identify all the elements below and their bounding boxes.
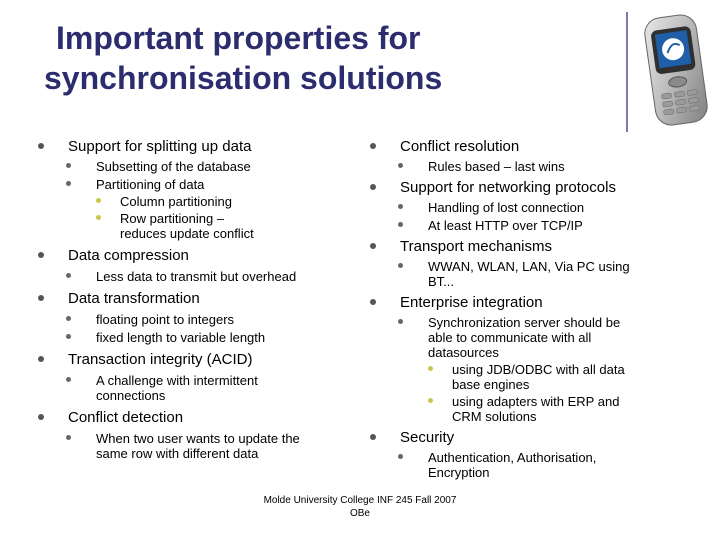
wwan-line2: BT...: [428, 274, 455, 289]
two-users-line1: When two user wants to update the: [96, 431, 300, 446]
sync-server-line3: datasources: [428, 345, 499, 360]
sync-server-line2: able to communicate with all: [428, 330, 592, 345]
erp-line2: CRM solutions: [452, 409, 537, 424]
bullet-conflict-detection: Conflict detection: [38, 409, 358, 427]
bullet-networking-protocols: Support for networking protocols: [370, 179, 690, 197]
footer-line-1: Molde University College INF 245 Fall 2007: [263, 495, 457, 506]
bullet-transaction-integrity: Transaction integrity (ACID): [38, 351, 358, 369]
bullet-conflict-resolution: Conflict resolution: [370, 138, 690, 156]
title-line-1: Important properties for: [56, 20, 421, 56]
two-users-line2: same row with different data: [96, 446, 259, 461]
intermittent-line1: A challenge with intermittent: [96, 373, 258, 388]
slide-title: [44, 18, 604, 98]
auth-line1: Authentication, Authorisation,: [428, 450, 597, 465]
bullet-erp-adapters: [428, 394, 690, 424]
right-column: [370, 138, 690, 480]
row-partitioning-line2: reduces update conflict: [120, 226, 254, 241]
bullet-authentication: [398, 450, 690, 480]
jdb-line1: using JDB/ODBC with all data: [452, 362, 625, 377]
bullet-jdb-odbc: [428, 362, 690, 392]
wwan-line1: WWAN, WLAN, LAN, Via PC using: [428, 259, 630, 274]
bullet-lost-connection: Handling of lost connection: [398, 200, 690, 215]
sync-server-line1: Synchronization server should be: [428, 315, 621, 330]
title-line-2: synchronisation solutions: [44, 60, 443, 96]
bullet-two-users: [66, 431, 358, 461]
bullet-http-tcp: At least HTTP over TCP/IP: [398, 218, 690, 233]
bullet-row-partitioning: [96, 211, 358, 241]
auth-line2: Encryption: [428, 465, 490, 480]
jdb-line2: base engines: [452, 377, 530, 392]
bullet-subsetting: Subsetting of the database: [66, 159, 358, 174]
bullet-intermittent: [66, 373, 358, 403]
divider-line: [626, 12, 628, 132]
footer-line-2: OBe: [349, 508, 370, 519]
bullet-enterprise-integration: Enterprise integration: [370, 294, 690, 312]
intermittent-line2: connections: [96, 388, 166, 403]
bullet-data-compression: Data compression: [38, 247, 358, 265]
bullet-splitting-data: Support for splitting up data: [38, 138, 358, 156]
row-partitioning-line1: Row partitioning –: [120, 211, 225, 226]
bullet-column-partitioning: Column partitioning: [96, 194, 358, 209]
bullet-data-transformation: Data transformation: [38, 290, 358, 308]
bullet-fixed-length: fixed length to variable length: [66, 330, 358, 345]
bullet-less-data: Less data to transmit but overhead: [66, 269, 358, 284]
bullet-rules-based: Rules based – last wins: [398, 159, 690, 174]
left-column: [38, 138, 358, 461]
bullet-security: Security: [370, 429, 690, 447]
erp-line1: using adapters with ERP and: [452, 394, 620, 409]
bullet-wwan-wlan: [398, 259, 690, 289]
footer: [200, 494, 520, 520]
bullet-sync-server: [398, 315, 690, 360]
bullet-partitioning: Partitioning of data: [66, 177, 358, 192]
bullet-floating-point: floating point to integers: [66, 312, 358, 327]
mobile-phone-image: [636, 10, 716, 128]
bullet-transport-mechanisms: Transport mechanisms: [370, 238, 690, 256]
